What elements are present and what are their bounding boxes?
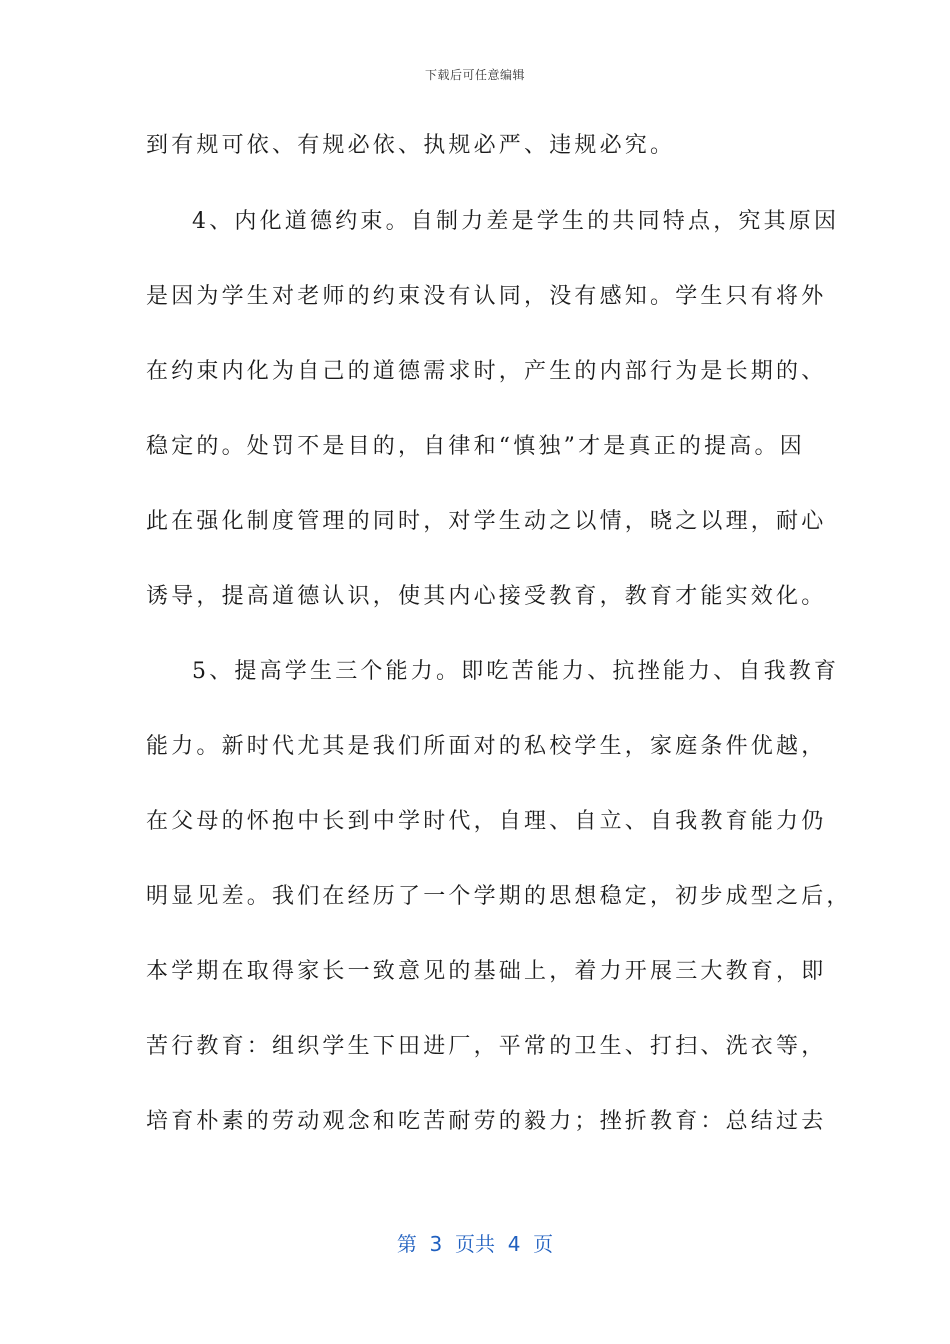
text-line: 能力。新时代尤其是我们所面对的私校学生，家庭条件优越， — [146, 734, 827, 759]
text-line: 在约束内化为自己的道德需求时，产生的内部行为是长期的、 — [146, 359, 827, 384]
text-line: 到有规可依、有规必依、执规必严、违规必究。 — [146, 133, 676, 158]
text-line: 在父母的怀抱中长到中学时代，自理、自立、自我教育能力仍 — [146, 809, 827, 834]
text-line: 苦行教育：组织学生下田进厂，平常的卫生、打扫、洗衣等， — [146, 1034, 827, 1059]
text-line: 培育朴素的劳动观念和吃苦耐劳的毅力；挫折教育：总结过去 — [146, 1109, 827, 1134]
text-line: 5、提高学生三个能力。即吃苦能力、抗挫能力、自我教育 — [192, 659, 840, 684]
text-line: 稳定的。处罚不是目的，自律和“慎独”才是真正的提高。因 — [146, 434, 805, 459]
text-line: 是因为学生对老师的约束没有认同，没有感知。学生只有将外 — [146, 284, 827, 309]
text-line: 此在强化制度管理的同时，对学生动之以情，晓之以理，耐心 — [146, 509, 827, 534]
page-number: 第 3 页共 4 页 — [396, 1232, 554, 1256]
header-note: 下载后可任意编辑 — [424, 68, 525, 82]
text-line: 诱导，提高道德认识，使其内心接受教育，教育才能实效化。 — [146, 584, 827, 609]
text-line: 明显见差。我们在经历了一个学期的思想稳定，初步成型之后， — [146, 884, 852, 909]
text-line: 4、内化道德约束。自制力差是学生的共同特点，究其原因 — [192, 209, 840, 234]
text-line: 本学期在取得家长一致意见的基础上，着力开展三大教育，即 — [146, 959, 827, 984]
